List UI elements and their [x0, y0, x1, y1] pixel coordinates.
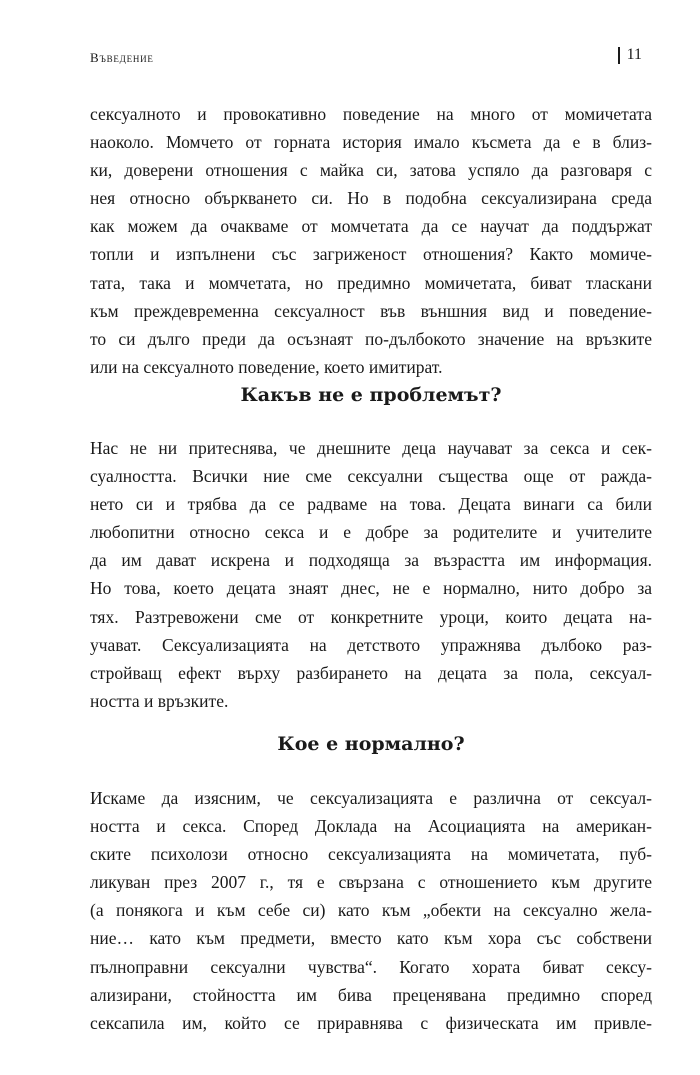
text-line: ликуван през 2007 г., тя е свързана с отношението към другите: [90, 872, 652, 893]
text-line: ските психолози относно сексуализацията на момичетата, пуб-: [90, 844, 652, 865]
text-line: как можем да очакваме от момчетата да се научат да поддържат: [90, 216, 652, 237]
text-line: сексапила им, който се приравнява с физическата им привле-: [90, 1012, 652, 1033]
paragraph-3: [90, 784, 652, 1037]
text-line: да им дават искрена и подходяща за възрастта им информация.: [90, 550, 652, 571]
text-line: учават. Сексуализацията на детството упражнява дълбоко раз-: [90, 634, 652, 655]
text-line: тях. Разтревожени сме от конкретните уроци, които децата на-: [90, 606, 652, 627]
text-line: любопитни относно секса и е добре за родителите и учителите: [90, 522, 652, 543]
text-line: тата, така и момчетата, но предимно момичетата, биват тласкани: [90, 272, 652, 293]
text-line: сексуалното и провокативно поведение на много от момичетата: [90, 104, 652, 124]
text-line: ността и връзките.: [90, 690, 229, 711]
text-line: Но това, което децата знаят днес, не е нормално, нито добро за: [90, 578, 652, 599]
page-number-divider: [618, 47, 620, 64]
text-line: ние… като към предмети, вместо като към хора със собствени: [90, 928, 652, 949]
section-heading-2: Кое е нормално?: [277, 733, 465, 755]
text-line: (а понякога и към себе си) като към „обекти на сексуално жела-: [90, 900, 652, 921]
text-line: наоколо. Момчето от горната история имало късмета да е в близ-: [90, 132, 652, 153]
text-line: Искаме да изясним, че сексуализацията е различна от сексуал-: [90, 788, 652, 808]
text-line: или на сексуалното поведение, което имитират.: [90, 356, 443, 377]
text-line: пълноправни сексуални чувства“. Когато хората биват сексу-: [90, 956, 652, 977]
text-line: топли и изпълнени със загриженост отношения? Както момиче-: [90, 244, 652, 265]
page-number: [618, 46, 642, 64]
paragraph-1: [90, 100, 652, 381]
text-line: суалността. Всички ние сме сексуални същества още от ражда-: [90, 466, 652, 487]
running-head: Въведение: [90, 50, 154, 65]
text-line: ки, доверени отношения с майка си, затова успяло да разговаря с: [90, 160, 652, 181]
text-line: нея относно объркването си. Но в подобна сексуализирана среда: [90, 188, 652, 209]
text-line: ността и секса. Според Доклада на Асоциацията на американ-: [90, 816, 652, 837]
text-line: Нас не ни притеснява, че днешните деца научават за секса и сек-: [90, 438, 652, 458]
text-line: стройващ ефект върху разбирането на децата за пола, сексуал-: [90, 662, 652, 683]
text-line: към преждевременна сексуалност във външния вид и поведение-: [90, 300, 652, 321]
text-line: то си дълго преди да осъзнаят по-дълбокото значение на връзките: [90, 328, 652, 349]
page-number-value: 11: [626, 46, 642, 63]
text-line: ализирани, стойността им бива преценявана предимно според: [90, 984, 652, 1005]
paragraph-2: [90, 434, 652, 715]
text-line: нето си и трябва да се радваме на това. Децата винаги са били: [90, 494, 652, 515]
section-heading-1: Какъв не е проблемът?: [240, 384, 502, 406]
